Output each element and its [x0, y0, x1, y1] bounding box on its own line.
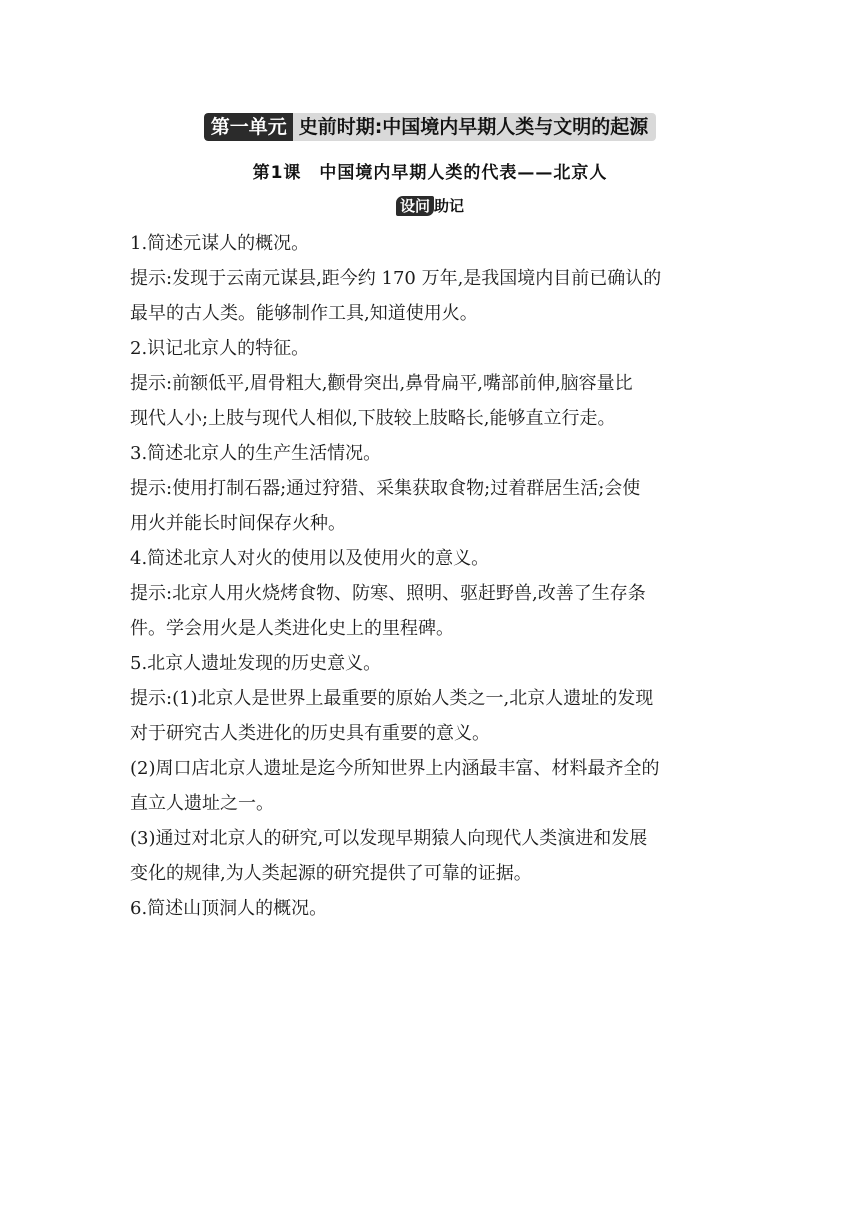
answer-line: 提示:前额低平,眉骨粗大,颧骨突出,鼻骨扁平,嘴部前伸,脑容量比	[130, 373, 633, 394]
answer-line: 对于研究古人类进化的历史具有重要的意义。	[130, 723, 490, 744]
unit-header	[0, 113, 860, 141]
question-line: 1.简述元谋人的概况。	[130, 233, 310, 254]
answer-line: 用火并能长时间保存火种。	[130, 513, 346, 534]
unit-banner	[204, 113, 657, 141]
question-line: 6.简述山顶洞人的概况。	[130, 898, 328, 919]
section-label	[0, 196, 860, 216]
answer-line: 最早的古人类。能够制作工具,知道使用火。	[130, 303, 478, 324]
answer-line: 提示:北京人用火烧烤食物、防寒、照明、驱赶野兽,改善了生存条	[130, 583, 646, 604]
answer-line: (2)周口店北京人遗址是迄今所知世界上内涵最丰富、材料最齐全的	[130, 758, 660, 779]
answer-line: (3)通过对北京人的研究,可以发现早期猿人向现代人类演进和发展	[130, 828, 648, 849]
unit-title: 史前时期:中国境内早期人类与文明的起源	[298, 116, 649, 138]
question-line: 4.简述北京人对火的使用以及使用火的意义。	[130, 548, 490, 569]
answer-line: 提示:(1)北京人是世界上最重要的原始人类之一,北京人遗址的发现	[130, 688, 654, 709]
qa-content	[130, 226, 730, 926]
lesson-title: 第1课 中国境内早期人类的代表——北京人	[252, 163, 608, 183]
answer-line: 件。学会用火是人类进化史上的里程碑。	[130, 618, 454, 639]
section-tag: 设问	[396, 196, 434, 216]
unit-tag: 第一单元	[204, 113, 293, 141]
answer-line: 现代人小;上肢与现代人相似,下肢较上肢略长,能够直立行走。	[130, 408, 616, 429]
answer-line: 提示:使用打制石器;通过狩猎、采集获取食物;过着群居生活;会使	[130, 478, 641, 499]
answer-line: 直立人遗址之一。	[130, 793, 274, 814]
answer-line: 变化的规律,为人类起源的研究提供了可靠的证据。	[130, 863, 532, 884]
question-line: 2.识记北京人的特征。	[130, 338, 310, 359]
question-line: 3.简述北京人的生产生活情况。	[130, 443, 382, 464]
section-label-text: 助记	[434, 197, 465, 215]
question-line: 5.北京人遗址发现的历史意义。	[130, 653, 382, 674]
answer-line: 提示:发现于云南元谋县,距今约 170 万年,是我国境内目前已确认的	[130, 268, 662, 289]
